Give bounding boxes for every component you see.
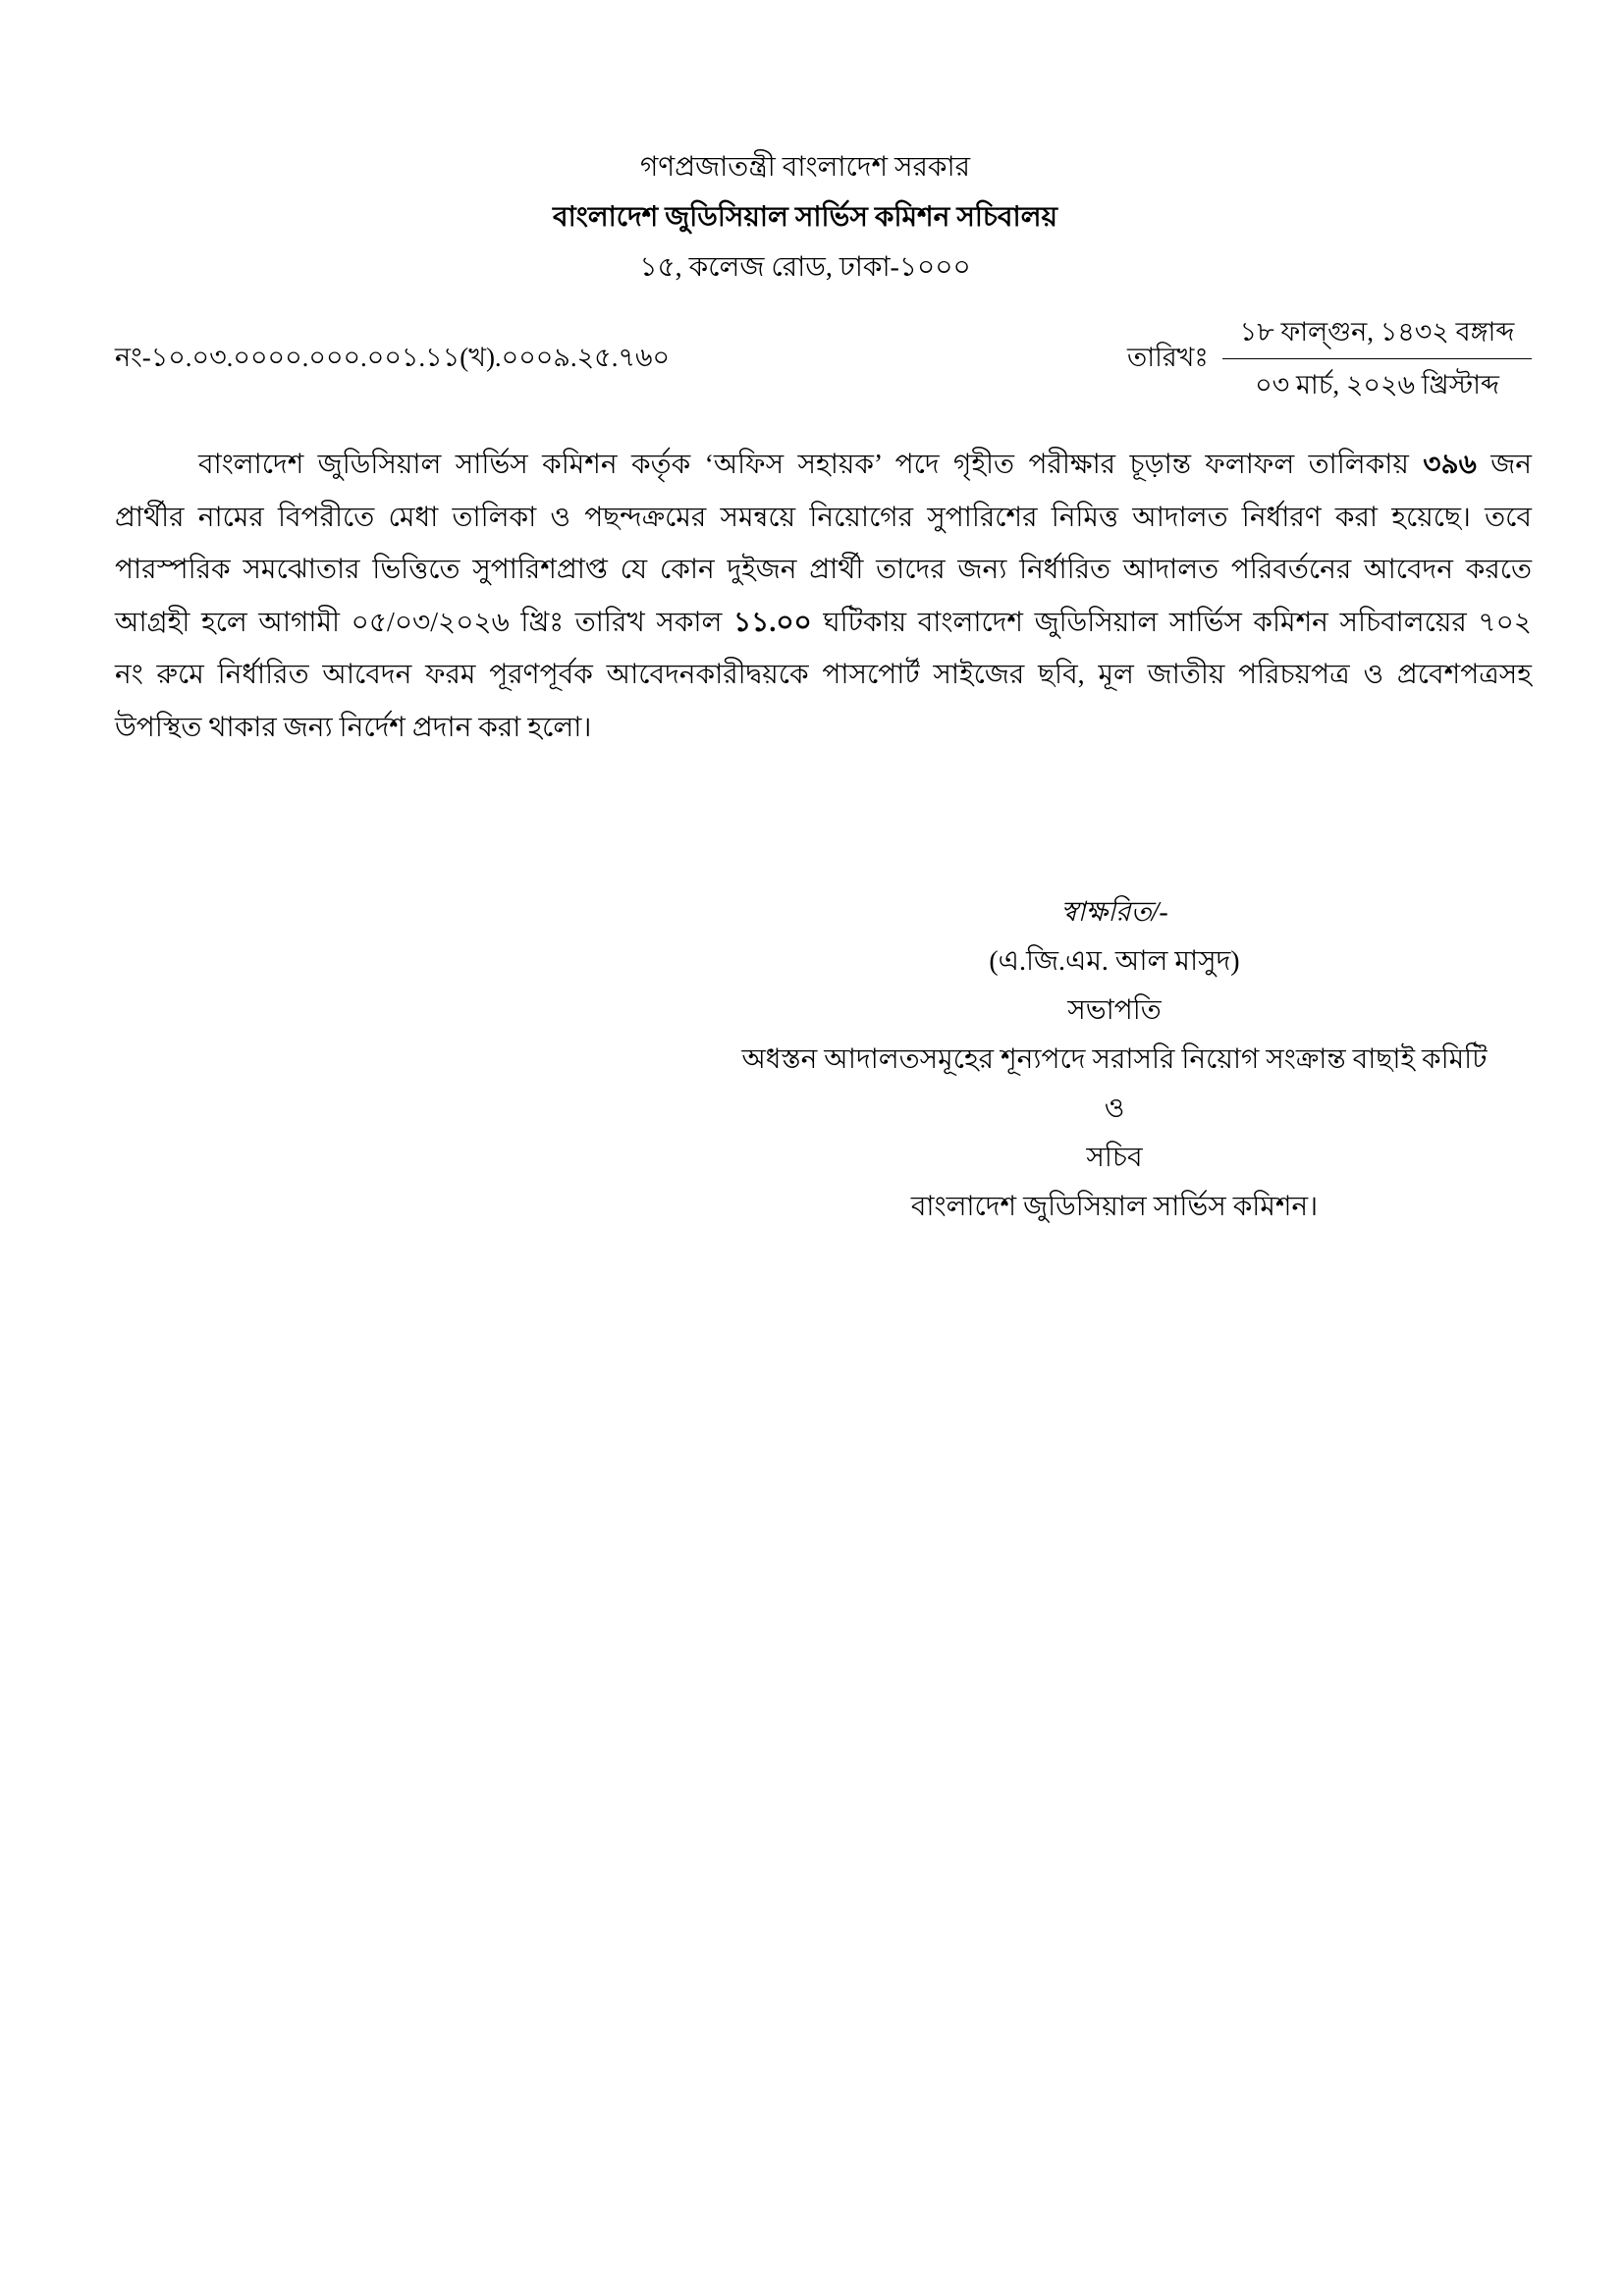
body-line <box>115 439 1532 492</box>
body-line: উপস্থিত থাকার জন্য নির্দেশ প্রদান করা হলো। <box>115 712 592 743</box>
body-text: ঘটিকায় বাংলাদেশ জুডিসিয়াল সার্ভিস কমিশন সচিবালয়ের ৭০২ <box>811 607 1532 638</box>
date-block <box>1222 312 1532 410</box>
signatory-title-secondary: সচিব <box>1086 1143 1143 1173</box>
signatory-title: সভাপতি <box>1067 995 1162 1026</box>
body-line <box>115 597 1532 650</box>
letterhead <box>0 142 1610 293</box>
candidate-count: ৩৯৬ <box>1423 450 1477 480</box>
organization-name: বাংলাদেশ জুডিসিয়াল সার্ভিস কমিশন। <box>910 1192 1319 1222</box>
body-line: পারস্পরিক সমঝোতার ভিত্তিতে সুপারিশপ্রাপ্ত যে কোন দুইজন প্রার্থী তাদের জন্য নির্ধারিত আদালত পরিবর্তনের আবেদন করতে <box>115 555 1532 585</box>
date-divider <box>1222 358 1532 359</box>
signature-block <box>687 888 1542 1232</box>
office-address: ১৫, কলেজ রোড, ঢাকা-১০০০ <box>639 252 971 283</box>
body-line: প্রার্থীর নামের বিপরীতে মেধা তালিকা ও পছন্দক্রমের সমন্বয়ে নিয়োগের সুপারিশের নিমিত্ত আদালত নির্ধারণ করা হয়েছে। তবে <box>115 502 1532 533</box>
signatory-name: (এ.জি.এম. আল মাসুদ) <box>989 946 1240 977</box>
notice-body <box>115 439 1532 754</box>
memo-reference-number: নং-১০.০৩.০০০০.০০০.০০১.১১(খ).০০০৯.২৫.৭৬০ <box>115 343 671 372</box>
body-text: জন <box>1476 450 1533 480</box>
date-bangla: ১৮ ফাল্গুন, ১৪৩২ বঙ্গাব্দ <box>1239 317 1515 347</box>
date-label: তারিখঃ <box>1127 343 1209 372</box>
appointment-time: ১১.০০ <box>733 607 812 638</box>
body-text: বাংলাদেশ জুডিসিয়াল সার্ভিস কমিশন কর্তৃক ‘অফিস সহায়ক’ পদে গৃহীত পরীক্ষার চূড়ান্ত ফলাফল তালিকায় <box>198 450 1424 480</box>
body-line: নং রুমে নির্ধারিত আবেদন ফরম পূরণপূর্বক আবেদনকারীদ্বয়কে পাসপোর্ট সাইজের ছবি, মূল জাতীয় পরিচয়পত্র ও প্রবেশপত্রসহ <box>115 660 1532 690</box>
body-text: আগ্রহী হলে আগামী ০৫/০৩/২০২৬ খ্রিঃ তারিখ সকাল <box>115 607 733 638</box>
committee-name: অধস্তন আদালতসমূহের শূন্যপদে সরাসরি নিয়োগ সংক্রান্ত বাছাই কমিটি <box>741 1044 1488 1075</box>
office-name: বাংলাদেশ জুডিসিয়াল সার্ভিস কমিশন সচিবালয় <box>552 202 1057 233</box>
conjunction: ও <box>1104 1094 1125 1124</box>
signed-mark: স্বাক্ষরিত/- <box>1060 897 1168 928</box>
government-name: গণপ্রজাতন্ত্রী বাংলাদেশ সরকার <box>639 152 971 183</box>
date-gregorian: ০৩ মার্চ, ২০২৬ খ্রিস্টাব্দ <box>1255 370 1499 400</box>
